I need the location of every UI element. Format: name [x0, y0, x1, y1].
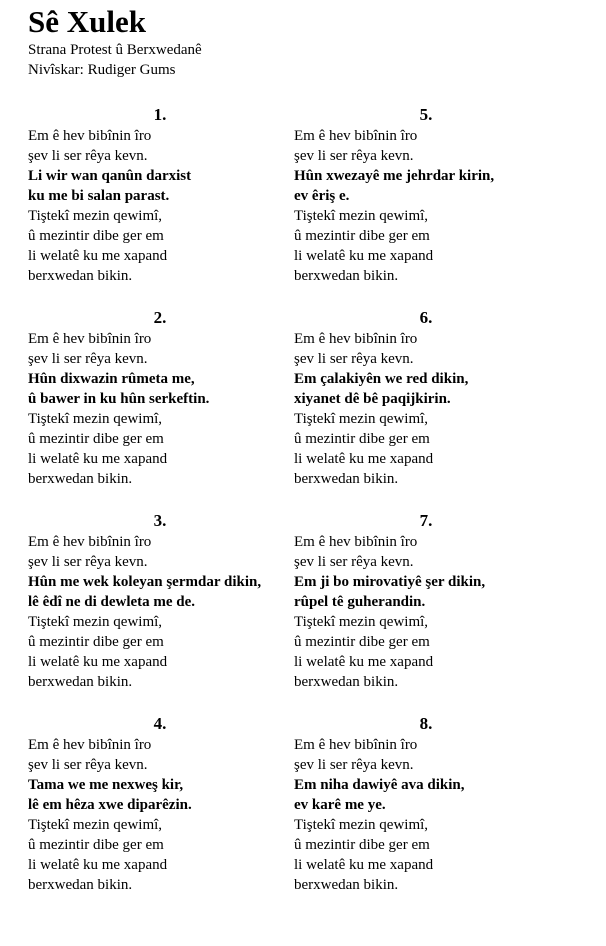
stanza-line-bold: Li wir wan qanûn darxist: [28, 168, 192, 184]
stanza-line: û mezintir dibe ger em: [294, 228, 430, 244]
stanza-line: Em ê hev bibînin îro: [294, 128, 418, 144]
stanza-4: [28, 713, 290, 916]
stanza-line: û mezintir dibe ger em: [28, 228, 164, 244]
stanza-line: Tiştekî mezin qewimî,: [28, 411, 163, 427]
stanza-line: li welatê ku me xapand: [294, 248, 434, 264]
stanza-number: 7.: [419, 511, 433, 530]
stanza-line: şev li ser rêya kevn.: [28, 757, 148, 773]
stanza-line-bold: rûpel tê guherandin.: [294, 594, 426, 610]
stanza-line: berxwedan bikin.: [294, 268, 399, 284]
stanza-line-bold: Hûn xwezayê me jehrdar kirin,: [294, 168, 495, 184]
stanza-line: li welatê ku me xapand: [294, 857, 434, 873]
stanza-line: li welatê ku me xapand: [294, 451, 434, 467]
stanza-line-bold: lê êdî ne di dewleta me de.: [28, 594, 196, 610]
stanza-8: [294, 713, 556, 916]
stanza-line: û mezintir dibe ger em: [294, 431, 430, 447]
stanza-line-bold: Hûn me wek koleyan şermdar dikin,: [28, 574, 262, 590]
stanza-line: Em ê hev bibînin îro: [28, 737, 152, 753]
stanza-line: berxwedan bikin.: [28, 674, 133, 690]
stanza-line-bold: Em niha dawiyê ava dikin,: [294, 777, 465, 793]
stanza-line: Tiştekî mezin qewimî,: [28, 208, 163, 224]
stanza-line: Em ê hev bibînin îro: [28, 534, 152, 550]
stanza-column-right: [294, 104, 556, 916]
stanza-1: [28, 104, 290, 307]
stanza-line: berxwedan bikin.: [294, 471, 399, 487]
stanza-line: berxwedan bikin.: [28, 471, 133, 487]
stanza-line: berxwedan bikin.: [294, 877, 399, 893]
stanza-line: û mezintir dibe ger em: [28, 837, 164, 853]
stanza-number: 4.: [153, 714, 167, 733]
stanza-line: şev li ser rêya kevn.: [294, 554, 414, 570]
stanza-line: Em ê hev bibînin îro: [28, 331, 152, 347]
stanza-number: 6.: [419, 308, 433, 327]
song-author: Nivîskar: Rudiger Gums: [28, 62, 176, 78]
stanza-line: Tiştekî mezin qewimî,: [28, 817, 163, 833]
stanza-line: Em ê hev bibînin îro: [294, 331, 418, 347]
stanza-number: 2.: [153, 308, 167, 327]
stanza-line: şev li ser rêya kevn.: [28, 351, 148, 367]
stanza-number: 8.: [419, 714, 433, 733]
stanza-line: Em ê hev bibînin îro: [294, 737, 418, 753]
stanza-line-bold: Em çalakiyên we red dikin,: [294, 371, 469, 387]
stanza-line: Tiştekî mezin qewimî,: [28, 614, 163, 630]
stanza-line: berxwedan bikin.: [28, 268, 133, 284]
song-title: Sê Xulek: [28, 4, 146, 39]
stanza-line: Em ê hev bibînin îro: [294, 534, 418, 550]
stanza-line: û mezintir dibe ger em: [28, 634, 164, 650]
stanza-6: [294, 307, 556, 510]
stanza-line: Tiştekî mezin qewimî,: [294, 817, 429, 833]
stanza-column-left: [28, 104, 290, 916]
stanza-line: şev li ser rêya kevn.: [294, 757, 414, 773]
stanza-line: şev li ser rêya kevn.: [28, 554, 148, 570]
stanza-number: 1.: [153, 105, 167, 124]
stanza-line-bold: Tama we me nexweş kir,: [28, 777, 184, 793]
stanza-3: [28, 510, 290, 713]
stanza-line: li welatê ku me xapand: [28, 857, 168, 873]
stanza-line: şev li ser rêya kevn.: [294, 148, 414, 164]
stanza-line-bold: lê em hêza xwe diparêzin.: [28, 797, 192, 813]
stanza-line: li welatê ku me xapand: [294, 654, 434, 670]
stanza-number: 5.: [419, 105, 433, 124]
stanza-line: Tiştekî mezin qewimî,: [294, 411, 429, 427]
stanza-line-bold: Hûn dixwazin rûmeta me,: [28, 371, 195, 387]
stanza-line-bold: ku me bi salan parast.: [28, 188, 170, 204]
stanza-5: [294, 104, 556, 307]
stanza-line: Tiştekî mezin qewimî,: [294, 614, 429, 630]
stanza-line-bold: û bawer in ku hûn serkeftin.: [28, 391, 210, 407]
stanza-line: şev li ser rêya kevn.: [28, 148, 148, 164]
stanza-line: û mezintir dibe ger em: [28, 431, 164, 447]
stanza-line: şev li ser rêya kevn.: [294, 351, 414, 367]
stanza-line-bold: Em ji bo mirovatiyê şer dikin,: [294, 574, 486, 590]
stanza-line: li welatê ku me xapand: [28, 248, 168, 264]
stanza-line: Em ê hev bibînin îro: [28, 128, 152, 144]
stanza-line: û mezintir dibe ger em: [294, 634, 430, 650]
stanza-line: berxwedan bikin.: [294, 674, 399, 690]
stanza-line: berxwedan bikin.: [28, 877, 133, 893]
stanza-line-bold: ev karê me ye.: [294, 797, 386, 813]
stanza-line-bold: xiyanet dê bê paqijkirin.: [294, 391, 451, 407]
stanza-line: li welatê ku me xapand: [28, 654, 168, 670]
stanza-line: Tiştekî mezin qewimî,: [294, 208, 429, 224]
stanza-line: li welatê ku me xapand: [28, 451, 168, 467]
song-subtitle: Strana Protest û Berxwedanê: [28, 42, 202, 58]
stanza-number: 3.: [153, 511, 167, 530]
stanza-2: [28, 307, 290, 510]
stanza-line-bold: ev êriş e.: [294, 188, 350, 204]
stanza-7: [294, 510, 556, 713]
stanza-line: û mezintir dibe ger em: [294, 837, 430, 853]
